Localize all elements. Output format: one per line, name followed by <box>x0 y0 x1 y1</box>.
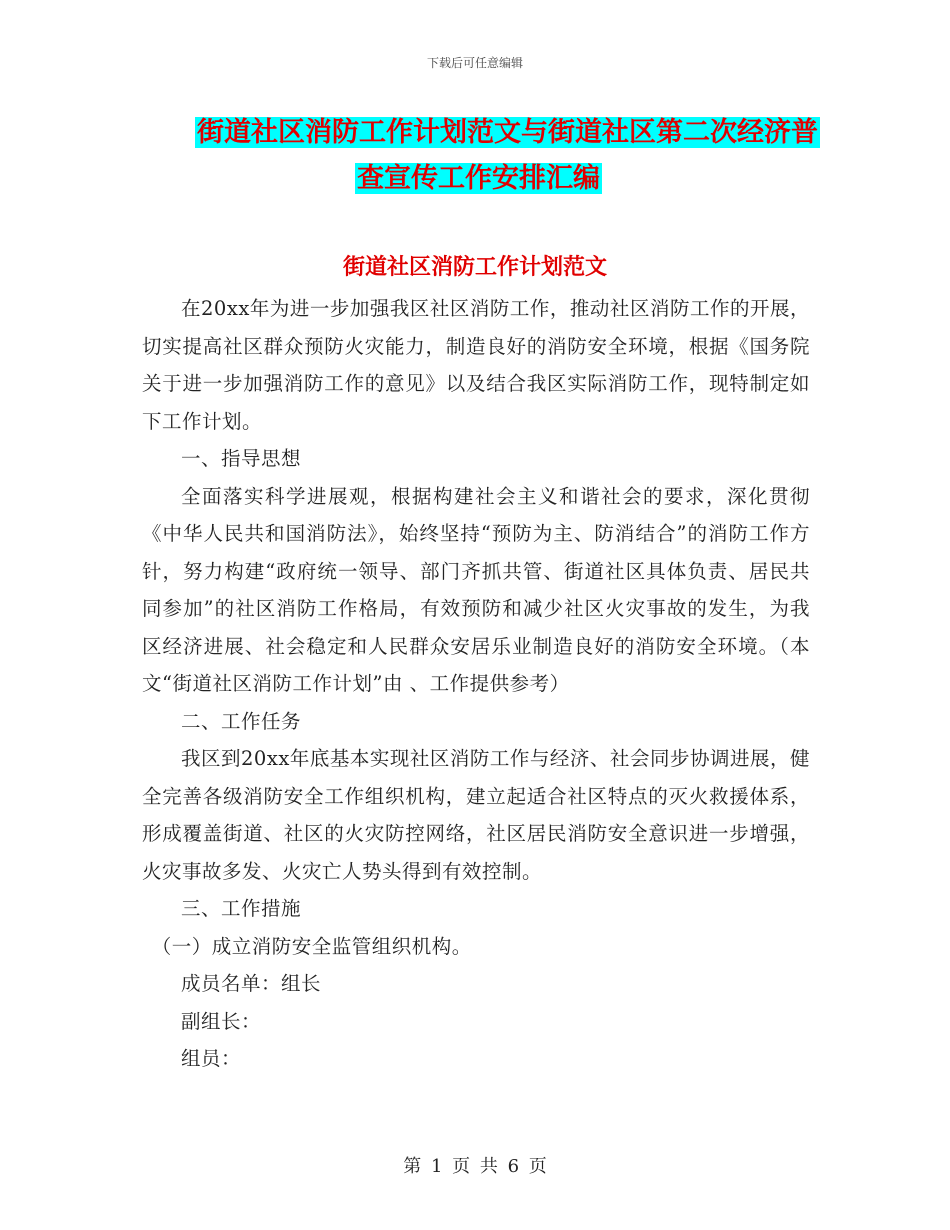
document-body <box>142 290 810 1078</box>
heading-work-measures: 三、工作措施 <box>181 897 302 920</box>
document-title <box>140 110 820 202</box>
paragraph-work-tasks: 我区到20xx年底基本实现社区消防工作与经济、社会同步协调进展，健全完善各级消防安全工作组织机构，建立起适合社区特点的灭火救援体系，形成覆盖街道、社区的火灾防控网络，社区居民消防安全意识进一步增强，火灾事故多发、火灾亡人势头得到有效控制。 <box>142 747 810 883</box>
title-line-2-text: 查宣传工作安排汇编 <box>357 163 600 194</box>
section-title: 街道社区消防工作计划范文 <box>342 254 607 280</box>
paragraph-intro: 在20xx年为进一步加强我区社区消防工作，推动社区消防工作的开展，切实提高社区群众预防火灾能力，制造良好的消防安全环境，根据《国务院关于进一步加强消防工作的意见》以及结合我区实际消防工作，现特制定如下工作计划。 <box>142 297 810 433</box>
heading-guiding-thought: 一、指导思想 <box>181 447 302 470</box>
title-line-1-text: 街道社区消防工作计划范文与街道社区第二次经济普 <box>197 117 818 148</box>
title-line-1 <box>140 110 820 156</box>
member-list-leader: 成员名单：组长 <box>181 972 322 995</box>
member-list-members: 组员： <box>181 1047 242 1070</box>
paragraph-measure-1: （一）成立消防安全监管组织机构。 <box>151 934 472 958</box>
page-footer: 第 1 页 共 6 页 <box>403 1156 547 1177</box>
heading-work-tasks: 二、工作任务 <box>181 709 302 733</box>
member-list-deputy: 副组长： <box>181 1009 262 1033</box>
paragraph-guiding-thought: 全面落实科学进展观，根据构建社会主义和谐社会的要求，深化贯彻《中华人民共和国消防法》，始终坚持“预防为主、防消结合”的消防工作方针，努力构建“政府统一领导、部门齐抓共管、街道社区具体负责、居民共同参加”的社区消防工作格局，有效预防和减少社区火灾事故的发生，为我区经济进展、社会稳定和人民群众安居乐业制造良好的消防安全环境。（本文“街道社区消防工作计划”由 、工作提供参考） <box>142 484 810 695</box>
header-note: 下载后可任意编辑 <box>426 56 523 70</box>
title-line-2 <box>140 156 820 202</box>
